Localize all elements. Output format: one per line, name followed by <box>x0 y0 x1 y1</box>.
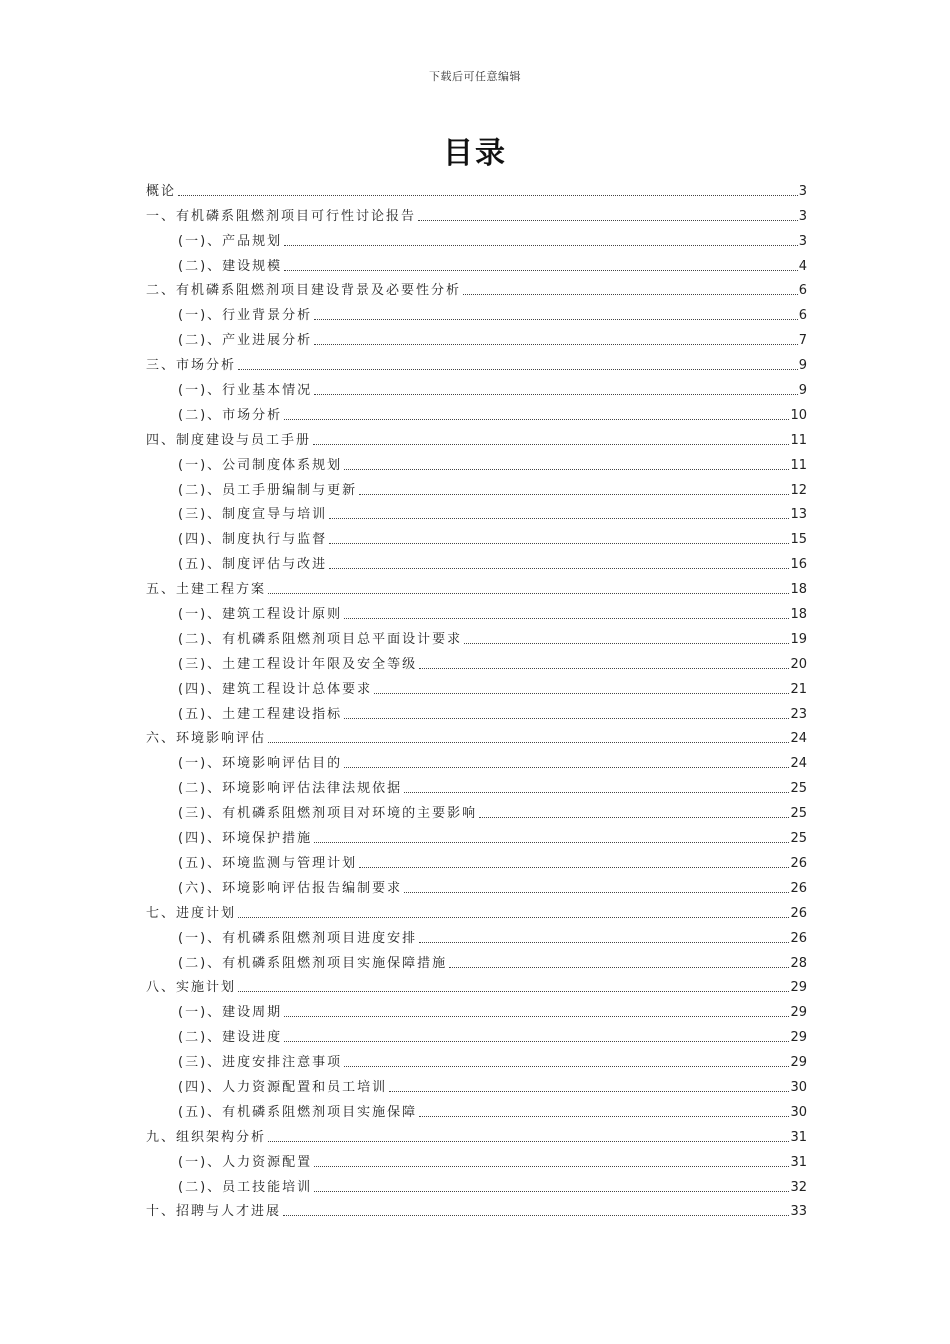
dot-leader <box>359 866 789 868</box>
dot-leader <box>464 642 789 644</box>
toc-entry-label: (四)、人力资源配置和员工培训 <box>178 1079 388 1095</box>
toc-page-number: 26 <box>790 880 807 896</box>
toc-page-number: 9 <box>798 383 807 399</box>
toc-section-entry[interactable] <box>146 225 807 250</box>
toc-entry-label: (四)、制度执行与监督 <box>178 532 328 548</box>
toc-section-entry[interactable] <box>146 648 807 673</box>
toc-page-number: 16 <box>790 557 807 573</box>
dot-leader <box>389 1090 789 1092</box>
dot-leader <box>449 966 789 968</box>
toc-section-entry[interactable] <box>146 698 807 723</box>
dot-leader <box>268 1140 789 1142</box>
dot-leader <box>418 219 798 221</box>
toc-entry-label: (一)、建筑工程设计原则 <box>178 607 343 623</box>
toc-entry-label: (三)、进度安排注意事项 <box>178 1055 343 1071</box>
toc-page-number: 13 <box>790 507 807 523</box>
toc-page-number: 26 <box>790 930 807 946</box>
toc-page-number: 26 <box>790 855 807 871</box>
toc-entry-label: (三)、有机磷系阻燃剂项目对环境的主要影响 <box>178 806 478 822</box>
toc-entry-label: (二)、环境影响评估法律法规依据 <box>178 781 403 797</box>
toc-entry-label: (五)、制度评估与改进 <box>178 557 328 573</box>
dot-leader <box>329 517 789 519</box>
toc-chapter-entry[interactable] <box>146 1121 807 1146</box>
toc-section-entry[interactable] <box>146 922 807 947</box>
toc-page-number: 25 <box>790 781 807 797</box>
toc-page-number: 11 <box>790 432 807 448</box>
toc-page-number: 25 <box>790 806 807 822</box>
toc-page-number: 19 <box>790 631 807 647</box>
toc-chapter-entry[interactable] <box>146 1196 807 1221</box>
toc-page-number: 6 <box>798 308 807 324</box>
dot-leader <box>314 841 789 843</box>
toc-chapter-entry[interactable] <box>146 723 807 748</box>
toc-page-number: 30 <box>790 1104 807 1120</box>
dot-leader <box>329 567 789 569</box>
dot-leader <box>374 692 789 694</box>
toc-page-number: 18 <box>790 582 807 598</box>
toc-page-number: 23 <box>790 706 807 722</box>
dot-leader <box>329 542 789 544</box>
toc-page-number: 9 <box>798 358 807 374</box>
toc-entry-label: 十、招聘与人才进展 <box>146 1204 282 1220</box>
toc-entry-label: (二)、建设规模 <box>178 258 283 274</box>
toc-entry-label: (一)、行业背景分析 <box>178 308 313 324</box>
toc-section-entry[interactable] <box>146 299 807 324</box>
toc-section-entry[interactable] <box>146 598 807 623</box>
toc-section-entry[interactable] <box>146 847 807 872</box>
toc-page-number: 18 <box>790 607 807 623</box>
toc-entry-label: (二)、员工技能培训 <box>178 1179 313 1195</box>
toc-section-entry[interactable] <box>146 797 807 822</box>
dot-leader <box>344 1065 789 1067</box>
toc-page-number: 31 <box>790 1129 807 1145</box>
dot-leader <box>419 667 789 669</box>
toc-section-entry[interactable] <box>146 1171 807 1196</box>
dot-leader <box>268 741 789 743</box>
dot-leader <box>268 592 789 594</box>
toc-chapter-entry[interactable] <box>146 349 807 374</box>
toc-section-entry[interactable] <box>146 996 807 1021</box>
toc-entry-label: (三)、制度宣导与培训 <box>178 507 328 523</box>
toc-section-entry[interactable] <box>146 1096 807 1121</box>
dot-leader <box>344 766 789 768</box>
dot-leader <box>344 617 789 619</box>
toc-section-entry[interactable] <box>146 399 807 424</box>
toc-section-entry[interactable] <box>146 449 807 474</box>
toc-section-entry[interactable] <box>146 772 807 797</box>
dot-leader <box>283 1214 789 1216</box>
toc-page-number: 30 <box>790 1079 807 1095</box>
toc-section-entry[interactable] <box>146 747 807 772</box>
toc-entry-label: (一)、人力资源配置 <box>178 1154 313 1170</box>
dot-leader <box>314 318 798 320</box>
toc-entry-label: 二、有机磷系阻燃剂项目建设背景及必要性分析 <box>146 283 462 299</box>
toc-page-number: 28 <box>790 955 807 971</box>
toc-chapter-entry[interactable] <box>146 275 807 300</box>
toc-page-number: 29 <box>790 1055 807 1071</box>
toc-page-number: 6 <box>798 283 807 299</box>
toc-page-number: 7 <box>798 333 807 349</box>
toc-page-number: 15 <box>790 532 807 548</box>
dot-leader <box>238 368 798 370</box>
dot-leader <box>238 990 789 992</box>
toc-section-entry[interactable] <box>146 499 807 524</box>
toc-entry-label: (一)、建设周期 <box>178 1005 283 1021</box>
toc-page-number: 10 <box>790 407 807 423</box>
toc-entry-label: 四、制度建设与员工手册 <box>146 432 312 448</box>
toc-section-entry[interactable] <box>146 1046 807 1071</box>
dot-leader <box>314 1190 789 1192</box>
toc-entry-label: (五)、土建工程建设指标 <box>178 706 343 722</box>
toc-page-number: 26 <box>790 905 807 921</box>
toc-section-entry[interactable] <box>146 523 807 548</box>
toc-entry-label: 六、环境影响评估 <box>146 731 267 747</box>
toc-entry-label: 五、土建工程方案 <box>146 582 267 598</box>
toc-section-entry[interactable] <box>146 1146 807 1171</box>
toc-page-number: 33 <box>790 1204 807 1220</box>
page-title: 目录 <box>443 136 507 171</box>
toc-chapter-entry[interactable] <box>146 424 807 449</box>
toc-entry-label: 一、有机磷系阻燃剂项目可行性讨论报告 <box>146 208 417 224</box>
toc-entry-label: 七、进度计划 <box>146 905 237 921</box>
dot-leader <box>284 1015 789 1017</box>
toc-page-number: 3 <box>798 208 807 224</box>
toc-section-entry[interactable] <box>146 673 807 698</box>
toc-entry-label: (四)、环境保护措施 <box>178 831 313 847</box>
toc-section-entry[interactable] <box>146 374 807 399</box>
toc-entry-label: (二)、有机磷系阻燃剂项目实施保障措施 <box>178 955 448 971</box>
toc-entry-label: (二)、产业进展分析 <box>178 333 313 349</box>
table-of-contents <box>146 175 807 1220</box>
toc-section-entry[interactable] <box>146 474 807 499</box>
toc-section-entry[interactable] <box>146 250 807 275</box>
toc-entry-label: (五)、有机磷系阻燃剂项目实施保障 <box>178 1104 418 1120</box>
toc-entry-label: 八、实施计划 <box>146 980 237 996</box>
dot-leader <box>178 194 798 196</box>
dot-leader <box>404 791 789 793</box>
toc-chapter-entry[interactable] <box>146 972 807 997</box>
toc-entry-label: 三、市场分析 <box>146 358 237 374</box>
toc-entry-label: (三)、土建工程设计年限及安全等级 <box>178 656 418 672</box>
toc-page-number: 3 <box>798 233 807 249</box>
toc-section-entry[interactable] <box>146 872 807 897</box>
toc-page-number: 31 <box>790 1154 807 1170</box>
toc-page-number: 11 <box>790 457 807 473</box>
toc-entry-label: (一)、有机磷系阻燃剂项目进度安排 <box>178 930 418 946</box>
dot-leader <box>344 717 789 719</box>
toc-page-number: 24 <box>790 756 807 772</box>
dot-leader <box>284 1040 789 1042</box>
dot-leader <box>479 816 789 818</box>
toc-entry-label: (一)、行业基本情况 <box>178 383 313 399</box>
toc-page-number: 3 <box>798 183 807 199</box>
toc-section-entry[interactable] <box>146 623 807 648</box>
toc-entry-label: 九、组织架构分析 <box>146 1129 267 1145</box>
toc-page-number: 24 <box>790 731 807 747</box>
toc-section-entry[interactable] <box>146 324 807 349</box>
toc-entry-label: (一)、产品规划 <box>178 233 283 249</box>
toc-section-entry[interactable] <box>146 947 807 972</box>
toc-page-number: 29 <box>790 1030 807 1046</box>
dot-leader <box>419 1115 789 1117</box>
toc-page-number: 29 <box>790 980 807 996</box>
toc-chapter-entry[interactable] <box>146 897 807 922</box>
toc-entry-label: (一)、环境影响评估目的 <box>178 756 343 772</box>
dot-leader <box>284 418 789 420</box>
header-note: 下载后可任意编辑 <box>429 70 521 83</box>
dot-leader <box>314 1165 789 1167</box>
toc-entry-label: (二)、员工手册编制与更新 <box>178 482 358 498</box>
toc-section-entry[interactable] <box>146 1071 807 1096</box>
toc-page-number: 29 <box>790 1005 807 1021</box>
toc-page-number: 25 <box>790 831 807 847</box>
toc-page-number: 4 <box>798 258 807 274</box>
toc-page-number: 21 <box>790 681 807 697</box>
toc-section-entry[interactable] <box>146 548 807 573</box>
dot-leader <box>314 393 798 395</box>
toc-entry-label: 概论 <box>146 183 177 199</box>
dot-leader <box>284 244 798 246</box>
toc-entry-label: (二)、建设进度 <box>178 1030 283 1046</box>
toc-entry-label: (六)、环境影响评估报告编制要求 <box>178 880 403 896</box>
toc-section-entry[interactable] <box>146 1021 807 1046</box>
toc-entry-label: (二)、市场分析 <box>178 407 283 423</box>
toc-page-number: 20 <box>790 656 807 672</box>
dot-leader <box>463 293 798 295</box>
dot-leader <box>314 343 798 345</box>
toc-chapter-entry[interactable] <box>146 573 807 598</box>
dot-leader <box>284 269 798 271</box>
toc-chapter-entry[interactable] <box>146 200 807 225</box>
dot-leader <box>238 916 789 918</box>
dot-leader <box>404 891 789 893</box>
toc-entry-label: (二)、有机磷系阻燃剂项目总平面设计要求 <box>178 631 463 647</box>
toc-page-number: 32 <box>790 1179 807 1195</box>
toc-entry-label: (一)、公司制度体系规划 <box>178 457 343 473</box>
dot-leader <box>344 468 789 470</box>
dot-leader <box>313 443 789 445</box>
toc-page-number: 12 <box>790 482 807 498</box>
toc-chapter-entry[interactable] <box>146 175 807 200</box>
dot-leader <box>359 493 789 495</box>
toc-entry-label: (四)、建筑工程设计总体要求 <box>178 681 373 697</box>
dot-leader <box>419 941 789 943</box>
toc-entry-label: (五)、环境监测与管理计划 <box>178 855 358 871</box>
toc-section-entry[interactable] <box>146 822 807 847</box>
